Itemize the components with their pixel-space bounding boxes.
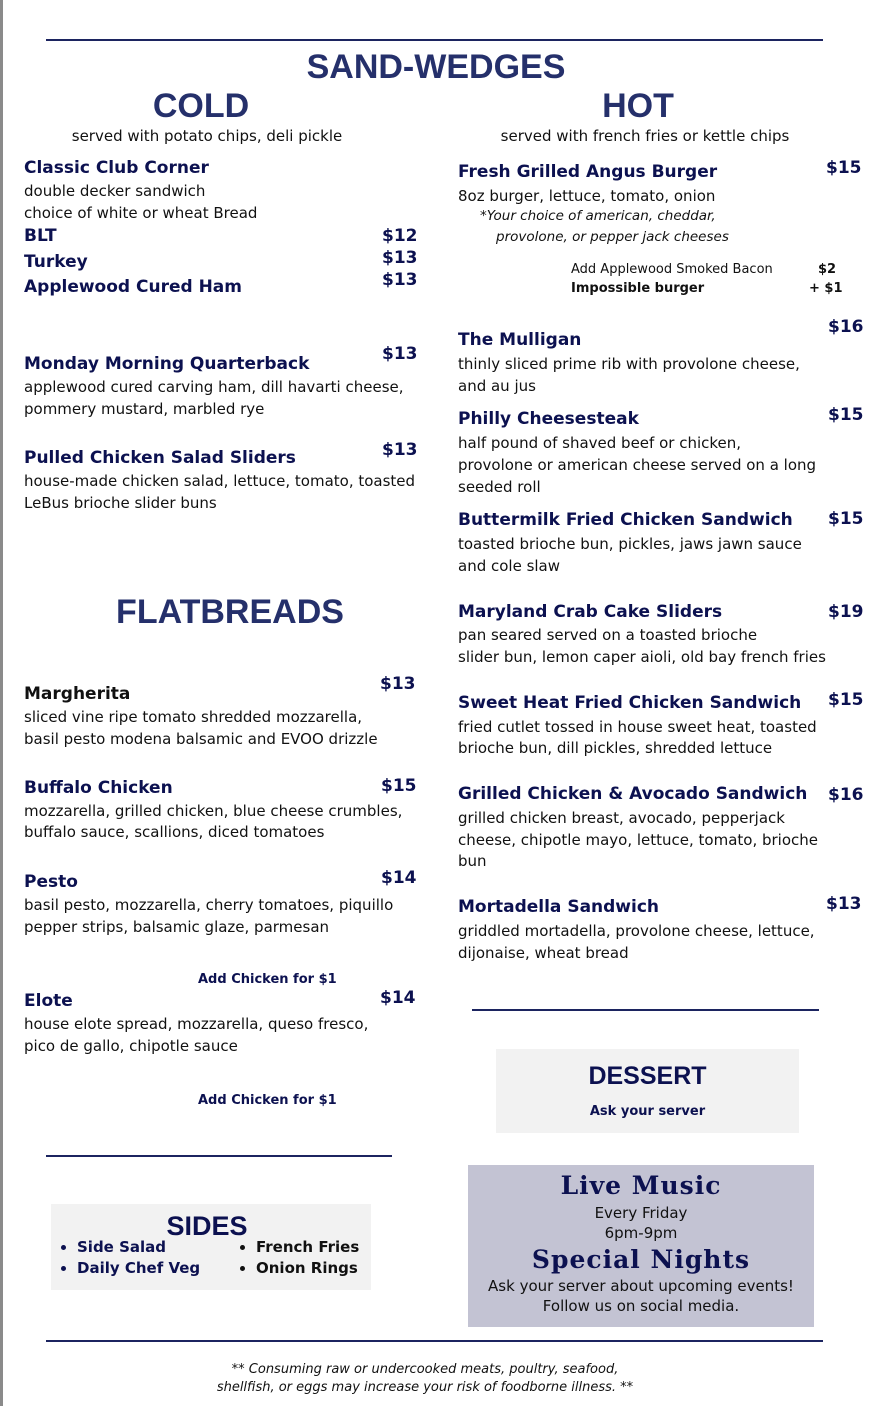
menu-item-desc: double decker sandwich (24, 182, 206, 200)
menu-item-price: $13 (826, 894, 862, 914)
side-item: • Side Salad (77, 1237, 200, 1258)
live-music-heading: Live Music (560, 1171, 722, 1200)
menu-item-price: $14 (380, 988, 416, 1008)
menu-item-name: Grilled Chicken & Avocado Sandwich (458, 784, 808, 804)
footer-disclaimer: shellfish, or eggs may increase your risk of foodborne illness. ** (216, 1380, 634, 1395)
sides-box (51, 1204, 371, 1290)
menu-item-name: Margherita (24, 684, 131, 704)
addon-name: Add Applewood Smoked Bacon (571, 262, 773, 277)
menu-item-name: Fresh Grilled Angus Burger (458, 162, 718, 182)
menu-item-price: $16 (828, 785, 864, 805)
menu-item-desc: dijonaise, wheat bread (458, 944, 629, 962)
addon-price: $2 (818, 262, 837, 277)
menu-item-price: $15 (828, 690, 864, 710)
menu-item-name: Elote (24, 991, 73, 1011)
menu-item-desc: bun (458, 852, 487, 870)
dessert-heading: DESSERT (588, 1062, 707, 1090)
menu-item-desc: grilled chicken breast, avocado, pepperjack (458, 809, 785, 827)
sides-list-left (59, 1237, 200, 1279)
menu-item-name: Mortadella Sandwich (458, 897, 660, 917)
footer-disclaimer: ** Consuming raw or undercooked meats, poultry, seafood, (231, 1362, 619, 1377)
divider (46, 1155, 392, 1157)
hot-heading: HOT (602, 87, 674, 125)
menu-item-name: Buttermilk Fried Chicken Sandwich (458, 510, 793, 530)
option-price: $13 (382, 270, 418, 290)
option-price: $13 (382, 248, 418, 268)
divider (472, 1009, 819, 1011)
special-nights-heading: Special Nights (531, 1245, 751, 1274)
menu-item-desc: pommery mustard, marbled rye (24, 400, 265, 418)
menu-item-desc: pan seared served on a toasted brioche (458, 626, 758, 644)
menu-item-desc: pico de gallo, chipotle sauce (24, 1037, 238, 1055)
menu-item-name: Pulled Chicken Salad Sliders (24, 448, 296, 468)
dessert-box (496, 1049, 799, 1133)
menu-item-desc: house-made chicken salad, lettuce, tomato, toasted (24, 472, 416, 490)
menu-item-name: Buffalo Chicken (24, 778, 173, 798)
menu-item-desc: cheese, chipotle mayo, lettuce, tomato, brioche (458, 831, 818, 849)
menu-item-desc: buffalo sauce, scallions, diced tomatoes (24, 823, 325, 841)
cheese-note: *Your choice of american, cheddar, (480, 208, 716, 224)
special-nights-line: Follow us on social media. (542, 1297, 740, 1315)
menu-item-desc: mozzarella, grilled chicken, blue cheese crumbles, (24, 802, 403, 820)
addon-price: + $1 (809, 281, 843, 296)
menu-item-desc: fried cutlet tossed in house sweet heat, toasted (458, 718, 817, 736)
special-nights-line: Ask your server about upcoming events! (488, 1277, 794, 1295)
menu-item-desc: thinly sliced prime rib with provolone cheese, (458, 355, 800, 373)
sides-list-right (238, 1237, 359, 1279)
menu-item-desc: brioche bun, dill pickles, shredded lettuce (458, 739, 773, 757)
option-price: $12 (382, 226, 418, 246)
live-music-time: 6pm-9pm (604, 1224, 678, 1242)
menu-item-desc: applewood cured carving ham, dill havarti cheese, (24, 378, 404, 396)
menu-item-desc: basil pesto, mozzarella, cherry tomatoes, piquillo (24, 896, 394, 914)
menu-item-desc: half pound of shaved beef or chicken, (458, 434, 742, 452)
menu-item-name: Pesto (24, 872, 78, 892)
side-item: • Daily Chef Veg (77, 1258, 200, 1279)
menu-item-desc: pepper strips, balsamic glaze, parmesan (24, 918, 330, 936)
dessert-note: Ask your server (589, 1104, 706, 1119)
events-box (468, 1165, 814, 1327)
sides-heading: SIDES (166, 1211, 248, 1241)
menu-item-desc: and au jus (458, 377, 536, 395)
menu-item-name: Sweet Heat Fried Chicken Sandwich (458, 693, 802, 713)
menu-item-desc: griddled mortadella, provolone cheese, lettuce, (458, 922, 815, 940)
menu-item-desc: LeBus brioche slider buns (24, 494, 217, 512)
option-name: Turkey (24, 252, 88, 272)
menu-item-desc: basil pesto modena balsamic and EVOO drizzle (24, 730, 378, 748)
page-edge (0, 0, 3, 1406)
menu-item-name: Philly Cheesesteak (458, 409, 639, 429)
menu-item-desc: provolone or american cheese served on a long (458, 456, 817, 474)
menu-item-desc: seeded roll (458, 478, 541, 496)
menu-item-desc: sliced vine ripe tomato shredded mozzarella, (24, 708, 363, 726)
hot-note: served with french fries or kettle chips (500, 127, 790, 145)
page-title: SAND-WEDGES (306, 48, 566, 86)
flatbreads-heading: FLATBREADS (116, 593, 344, 631)
cold-heading: COLD (152, 87, 250, 125)
side-item: • French Fries (256, 1237, 359, 1258)
top-divider (46, 39, 823, 41)
option-name: BLT (24, 226, 57, 246)
menu-item-desc: slider bun, lemon caper aioli, old bay french fries (458, 648, 826, 666)
bottom-divider (46, 1340, 823, 1342)
add-chicken-note: Add Chicken for $1 (198, 1093, 337, 1108)
menu-item-price: $15 (828, 405, 864, 425)
menu-item-price: $13 (382, 344, 418, 364)
cold-note: served with potato chips, deli pickle (71, 127, 343, 145)
menu-item-price: $15 (828, 509, 864, 529)
menu-item-desc: house elote spread, mozzarella, queso fresco, (24, 1015, 369, 1033)
menu-item-desc: 8oz burger, lettuce, tomato, onion (458, 187, 716, 205)
addon-name: Impossible burger (571, 281, 705, 296)
menu-item-price: $15 (826, 158, 862, 178)
live-music-day: Every Friday (594, 1204, 688, 1222)
menu-item-price: $13 (382, 440, 418, 460)
cheese-note: provolone, or pepper jack cheeses (496, 229, 729, 245)
option-name: Applewood Cured Ham (24, 277, 242, 297)
menu-item-name: Monday Morning Quarterback (24, 354, 310, 374)
add-chicken-note: Add Chicken for $1 (198, 972, 337, 987)
menu-item-desc: and cole slaw (458, 557, 561, 575)
menu-item-price: $15 (381, 776, 417, 796)
menu-item-price: $19 (828, 602, 864, 622)
menu-item-price: $14 (381, 868, 417, 888)
menu-item-name: Classic Club Corner (24, 158, 209, 178)
menu-item-desc: choice of white or wheat Bread (24, 204, 258, 222)
menu-item-name: The Mulligan (458, 330, 582, 350)
menu-item-price: $16 (828, 317, 864, 337)
side-item: • Onion Rings (256, 1258, 359, 1279)
menu-item-name: Maryland Crab Cake Sliders (458, 602, 723, 622)
menu-item-desc: toasted brioche bun, pickles, jaws jawn sauce (458, 535, 802, 553)
menu-item-price: $13 (380, 674, 416, 694)
